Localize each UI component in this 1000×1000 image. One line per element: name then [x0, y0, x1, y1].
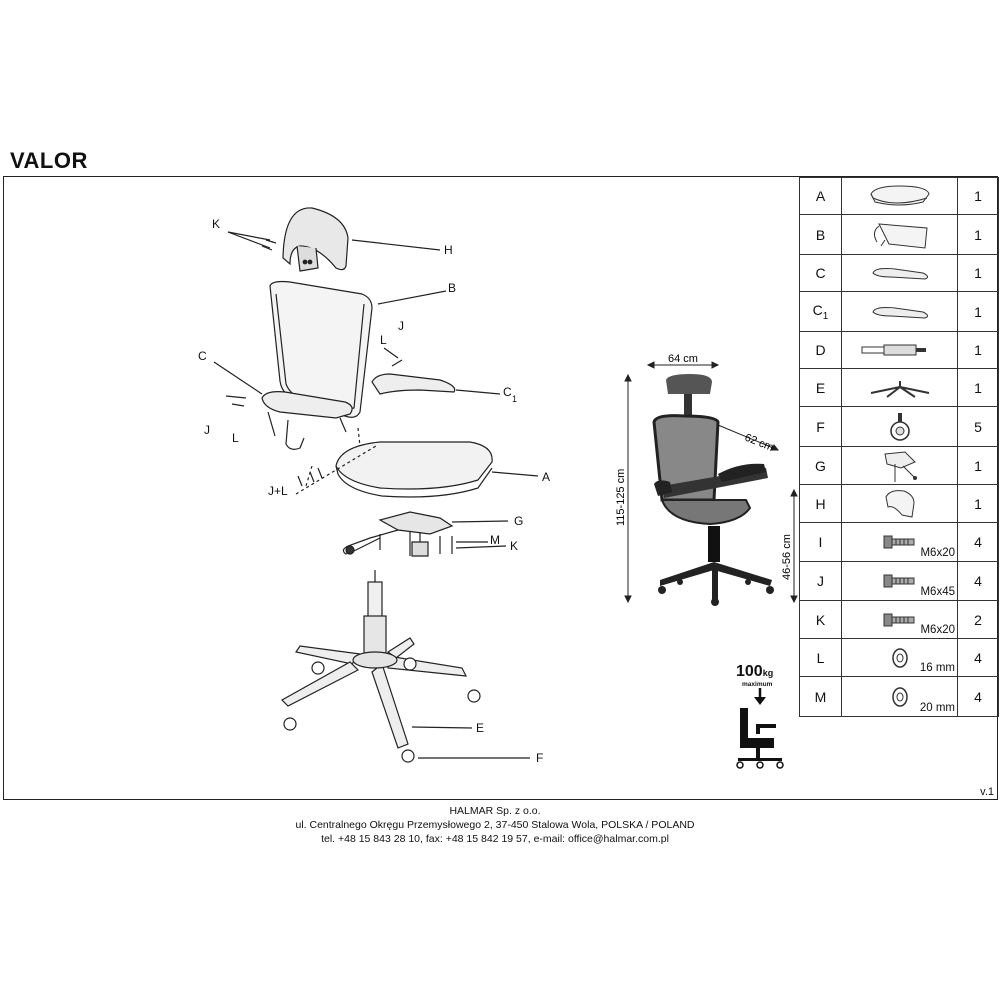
label-f: F: [536, 751, 544, 765]
gas-lift-icon: [842, 332, 957, 368]
part-qty: 1: [958, 215, 999, 255]
part-qty: 1: [958, 255, 999, 292]
armrest-icon: [842, 255, 957, 291]
part-code: L: [800, 639, 842, 677]
label-g: G: [514, 514, 524, 528]
part-qty: 1: [958, 447, 999, 485]
headrest-part: [283, 208, 348, 271]
part-spec: M6x20: [920, 624, 955, 636]
part-qty: 1: [958, 332, 999, 369]
parts-row: [800, 215, 999, 255]
base-part: [282, 638, 466, 748]
label-k-bottom: K: [510, 539, 519, 553]
mechanism-part: [343, 512, 452, 554]
part-code: E: [800, 369, 842, 407]
part-qty: 1: [958, 485, 999, 523]
part-code: J: [800, 562, 842, 601]
part-qty: 2: [958, 601, 999, 639]
part-picture: [842, 677, 958, 717]
label-c: C: [198, 349, 207, 363]
parts-row: [800, 255, 999, 292]
label-l-left: L: [232, 431, 239, 445]
parts-row: [800, 407, 999, 447]
part-qty: 5: [958, 407, 999, 447]
part-code: A: [800, 178, 842, 215]
dim-depth: 62 cm: [742, 431, 776, 455]
parts-row: [800, 447, 999, 485]
part-code: D: [800, 332, 842, 369]
part-code: F: [800, 407, 842, 447]
label-b: B: [448, 281, 457, 295]
parts-row: [800, 292, 999, 332]
part-spec: M6x20: [920, 547, 955, 559]
part-spec: 20 mm: [919, 702, 955, 714]
label-l-right: L: [380, 333, 387, 347]
seat-icon: [842, 178, 957, 214]
label-e: E: [476, 721, 485, 735]
backrest-part: [270, 282, 372, 450]
dim-height: 115-125 cm: [615, 468, 627, 526]
part-picture: [842, 447, 958, 485]
dim-seat-height: 46-56 cm: [781, 534, 793, 580]
label-c1-sub: 1: [512, 394, 518, 404]
part-picture: [842, 255, 958, 292]
parts-row: [800, 677, 999, 717]
capacity-label: maximum: [742, 681, 773, 688]
backrest-icon: [842, 215, 957, 254]
armrest-icon: [842, 292, 957, 331]
part-picture: [842, 178, 958, 215]
part-qty: 4: [958, 639, 999, 677]
label-k-top: K: [212, 217, 221, 231]
chair-dimensions-illustration: [600, 350, 800, 610]
parts-row: [800, 562, 999, 601]
product-title: VALOR: [10, 148, 88, 173]
part-picture: [842, 407, 958, 447]
caster-icon: [842, 407, 957, 446]
part-qty: 4: [958, 562, 999, 601]
part-picture: [842, 215, 958, 255]
label-a: A: [542, 470, 551, 484]
armrest-right-part: [372, 374, 455, 394]
label-h: H: [444, 243, 453, 257]
part-code: I: [800, 523, 842, 562]
part-spec: M6x45: [920, 586, 955, 598]
parts-row: [800, 523, 999, 562]
gas-lift-part: [364, 570, 386, 656]
part-picture: [842, 639, 958, 677]
seat-part: [336, 442, 492, 497]
label-c1: C: [503, 385, 512, 399]
part-code: G: [800, 447, 842, 485]
part-code: $C_1$: [800, 292, 842, 332]
part-code: K: [800, 601, 842, 639]
capacity-value: 100kg: [736, 663, 774, 680]
part-picture: [842, 485, 958, 523]
part-qty: 1: [958, 178, 999, 215]
part-code: H: [800, 485, 842, 523]
chair-photo: [654, 374, 774, 606]
mechanism-icon: [842, 447, 957, 484]
part-picture: [842, 601, 958, 639]
base-icon: [842, 369, 957, 406]
part-picture: [842, 369, 958, 407]
part-qty: 4: [958, 523, 999, 562]
label-j-right: J: [398, 319, 404, 333]
part-qty: 1: [958, 369, 999, 407]
parts-row: [800, 178, 999, 215]
version-label: v.1: [980, 786, 994, 798]
part-picture: [842, 332, 958, 369]
parts-row: [800, 601, 999, 639]
footer-company: HALMAR Sp. z o.o.: [449, 805, 541, 817]
part-code: C: [800, 255, 842, 292]
parts-row: [800, 369, 999, 407]
part-picture: [842, 523, 958, 562]
part-code: M: [800, 677, 842, 717]
part-code-sub: 1: [822, 310, 829, 322]
capacity-chair-icon: [730, 688, 790, 770]
footer-contact: tel. +48 15 843 28 10, fax: +48 15 842 19 57, e-mail: office@halmar.com.pl: [321, 833, 669, 845]
label-j-left: J: [204, 423, 210, 437]
part-spec: 16 mm: [919, 662, 955, 674]
part-qty: 1: [958, 292, 999, 332]
parts-row: [800, 639, 999, 677]
footer: [0, 804, 990, 846]
dim-width: 64 cm: [668, 353, 698, 365]
headrest-icon: [842, 485, 957, 522]
label-jl: J+L: [268, 484, 288, 498]
part-picture: [842, 292, 958, 332]
parts-row: [800, 332, 999, 369]
part-code: B: [800, 215, 842, 255]
part-picture: [842, 562, 958, 601]
parts-table: [799, 177, 999, 717]
parts-row: [800, 485, 999, 523]
footer-address: ul. Centralnego Okręgu Przemysłowego 2, 37-450 Stalowa Wola, POLSKA / POLAND: [295, 819, 695, 831]
label-m: M: [490, 533, 500, 547]
part-qty: 4: [958, 677, 999, 717]
